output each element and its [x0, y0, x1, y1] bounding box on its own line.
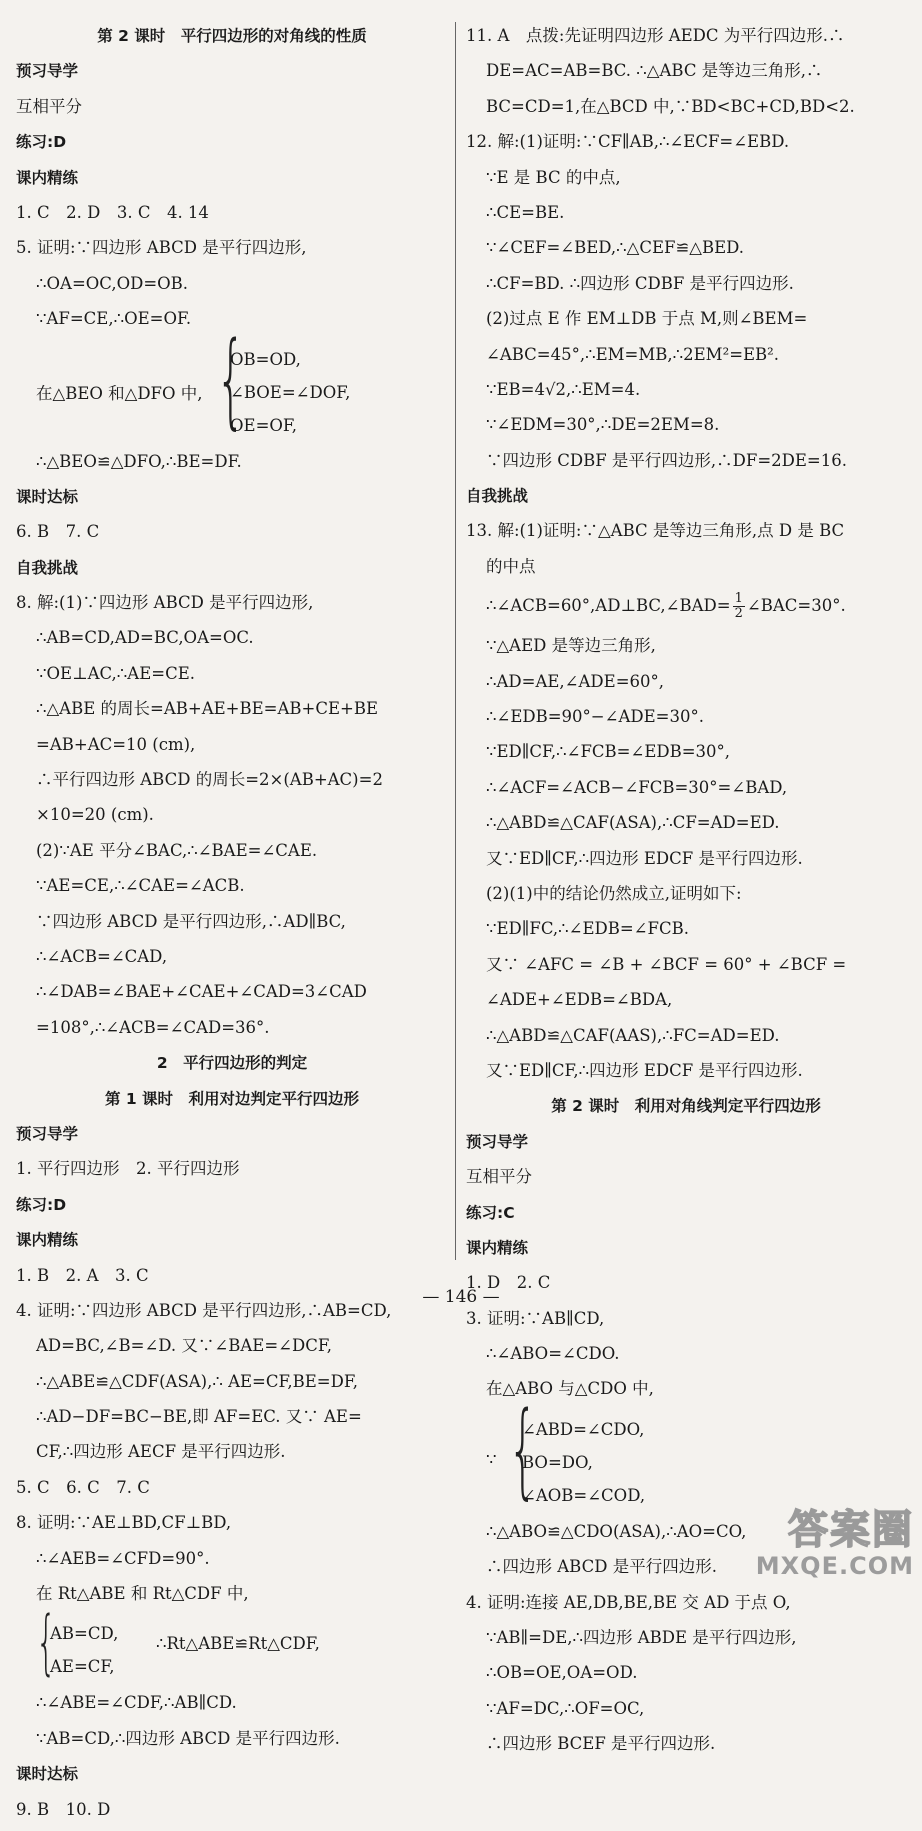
section-heading: 课时达标: [16, 1765, 79, 1784]
text-line: 4. 证明:∵四边形 ABCD 是平行四边形,∴AB=CD,: [16, 1300, 392, 1320]
section-heading: 练习:D: [16, 133, 67, 152]
text-line: ∵E 是 BC 的中点,: [486, 167, 621, 187]
text-line: CF,∴四边形 AECF 是平行四边形.: [36, 1442, 286, 1462]
text-line: ∵AB∥=DE,∴四边形 ABDE 是平行四边形,: [486, 1628, 797, 1648]
text-line: ∵∠CEF=∠BED,∴△CEF≌△BED.: [486, 238, 745, 258]
text-line: ∴∠ACF=∠ACB−∠FCB=30°=∠BAD,: [486, 777, 788, 797]
watermark-logo-text: 答案圈: [788, 1507, 914, 1553]
right-column: [466, 22, 906, 1766]
site-watermark: [744, 1508, 914, 1588]
fraction-denominator: 2: [734, 606, 743, 622]
text-line: ∴△ABD≌△CAF(AAS),∴FC=AD=ED.: [486, 1025, 780, 1045]
column-divider: [455, 22, 456, 1260]
text-line: ∵四边形 ABCD 是平行四边形,∴AD∥BC,: [36, 911, 346, 931]
text-line: (2)过点 E 作 EM⊥DB 于点 M,则∠BEM=: [486, 309, 808, 329]
text-line: ∴∠ACB=∠CAD,: [36, 946, 168, 966]
text-line: ∵AB=CD,∴四边形 ABCD 是平行四边形.: [36, 1728, 340, 1748]
left-column: [16, 22, 448, 1831]
brace-item: ∠BOE=∠DOF,: [230, 382, 351, 402]
section-heading: 课内精练: [466, 1238, 529, 1257]
text-line: ∵EB=4√2,∴EM=4.: [486, 379, 641, 399]
text-line: ∴∠DAB=∠BAE+∠CAE+∠CAD=3∠CAD: [36, 982, 367, 1002]
brace-item: ∠ABD=∠CDO,: [522, 1419, 645, 1439]
text-line: 1. B 2. A 3. C: [16, 1265, 149, 1285]
text-line: 4. 证明:连接 AE,DB,BE,BE 交 AD 于点 O,: [466, 1592, 791, 1612]
text-line: ∴∠ABO=∠CDO.: [486, 1344, 620, 1364]
text-line: ∠ADE+∠EDB=∠BDA,: [486, 990, 673, 1010]
text-line: ∵四边形 CDBF 是平行四边形,∴DF=2DE=16.: [486, 450, 848, 470]
fraction: [733, 592, 745, 621]
text-line: ∵ED∥CF,∴∠FCB=∠EDB=30°,: [486, 742, 731, 762]
section-heading: 练习:C: [466, 1203, 515, 1222]
text-line: 互相平分: [16, 96, 82, 116]
text-line: ∴△ABD≌△CAF(ASA),∴CF=AD=ED.: [486, 813, 780, 833]
text-line: ∵AE=CE,∴∠CAE=∠ACB.: [36, 876, 245, 896]
text-line: 9. B 10. D: [16, 1799, 111, 1819]
text-line: ∴△BEO≌△DFO,∴BE=DF.: [36, 451, 242, 471]
left-brace: {: [36, 1601, 57, 1684]
text-line: =AB+AC=10 (cm),: [36, 734, 196, 754]
fraction-numerator: 1: [734, 591, 743, 607]
text-line: 1. 平行四边形 2. 平行四边形: [16, 1159, 240, 1179]
text-line: BC=CD=1,在△BCD 中,∵BD<BC+CD,BD<2.: [486, 96, 855, 116]
text-line: AD=BC,∠B=∠D. 又∵∠BAE=∠DCF,: [36, 1336, 332, 1356]
section-heading: 预习导学: [16, 62, 79, 81]
left-brace: {: [508, 1389, 538, 1510]
text-line: 8. 解:(1)∵四边形 ABCD 是平行四边形,: [16, 593, 314, 613]
brace-item: OB=OD,: [230, 349, 301, 369]
brace-item: OE=OF,: [230, 415, 298, 435]
text-line: 的中点: [486, 556, 536, 576]
text-line: ∴AB=CD,AD=BC,OA=OC.: [36, 628, 254, 648]
section-heading: 课时达标: [16, 487, 79, 506]
text-line: 1. D 2. C: [466, 1273, 551, 1293]
text-line: ∴△ABE≌△CDF(ASA),∴ AE=CF,BE=DF,: [36, 1371, 358, 1391]
brace-item: ∠AOB=∠COD,: [522, 1485, 646, 1505]
left-brace: {: [216, 319, 246, 440]
text-line: ∴四边形 ABCD 是平行四边形.: [486, 1557, 717, 1577]
text-line: ∴CE=BE.: [486, 202, 565, 222]
fraction-prefix: ∴∠ACB=60°,AD⊥BC,∠BAD=: [486, 596, 731, 616]
text-line: 3. 证明:∵AB∥CD,: [466, 1308, 605, 1328]
text-line: ∵AF=CE,∴OE=OF.: [36, 309, 192, 329]
text-line: 互相平分: [466, 1167, 532, 1187]
text-line: 1. C 2. D 3. C 4. 14: [16, 202, 209, 222]
text-line: ∴∠AEB=∠CFD=90°.: [36, 1548, 210, 1568]
brace-items: [50, 1617, 118, 1683]
brace-tail-text: ∴Rt△ABE≌Rt△CDF,: [156, 1634, 320, 1654]
text-line: ×10=20 (cm).: [36, 805, 154, 825]
section-heading: 自我挑战: [466, 487, 529, 506]
lesson-title: 第 2 课时 平行四边形的对角线的性质: [97, 27, 367, 45]
text-line: 11. A 点拨:先证明四边形 AEDC 为平行四边形.∴: [466, 26, 845, 45]
text-line: =108°,∴∠ACB=∠CAD=36°.: [36, 1017, 270, 1037]
text-line: (2)(1)中的结论仍然成立,证明如下:: [486, 883, 742, 903]
text-line: (2)∵AE 平分∠BAC,∴∠BAE=∠CAE.: [36, 840, 318, 860]
text-line: ∵AF=DC,∴OF=OC,: [486, 1698, 645, 1718]
lesson-title: 2 平行四边形的判定: [156, 1054, 308, 1073]
brace-system: [16, 1601, 448, 1689]
text-line: ∴△ABO≌△CDO(ASA),∴AO=CO,: [486, 1521, 747, 1541]
lesson-title: 第 1 课时 利用对边判定平行四边形: [104, 1089, 360, 1108]
text-line: ∴OB=OE,OA=OD.: [486, 1663, 638, 1683]
text-line: 又∵ED∥CF,∴四边形 EDCF 是平行四边形.: [486, 1060, 803, 1080]
brace-item: AB=CD,: [50, 1624, 119, 1644]
text-line: ∠ABC=45°,∴EM=MB,∴2EM²=EB².: [486, 344, 780, 364]
text-line: ∵OE⊥AC,∴AE=CE.: [36, 663, 195, 683]
text-line: ∴AD−DF=BC−BE,即 AF=EC. 又∵ AE=: [36, 1407, 362, 1427]
text-line: ∵∠EDM=30°,∴DE=2EM=8.: [486, 415, 720, 435]
text-line: ∴OA=OC,OD=OB.: [36, 273, 189, 293]
lesson-title: 第 2 课时 利用对角线判定平行四边形: [551, 1097, 821, 1116]
text-line: 5. C 6. C 7. C: [16, 1477, 150, 1497]
fraction-suffix: ∠BAC=30°.: [746, 596, 846, 616]
text-line: ∴平行四边形 ABCD 的周长=2×(AB+AC)=2: [36, 770, 383, 790]
text-line: ∵△AED 是等边三角形,: [486, 636, 656, 656]
section-heading: 课内精练: [16, 1231, 79, 1250]
text-line: 6. B 7. C: [16, 522, 100, 542]
brace-lead-text: ∵: [486, 1450, 497, 1470]
text-line: 12. 解:(1)证明:∵CF∥AB,∴∠ECF=∠EBD.: [466, 132, 790, 152]
section-heading: 预习导学: [466, 1132, 529, 1151]
brace-items: [522, 1413, 645, 1512]
text-line: 在 Rt△ABE 和 Rt△CDF 中,: [36, 1584, 249, 1604]
text-line-fraction: [466, 588, 906, 632]
text-line: ∴四边形 BCEF 是平行四边形.: [486, 1734, 716, 1754]
text-line: ∴AD=AE,∠ADE=60°,: [486, 671, 665, 691]
text-line: ∴CF=BD. ∴四边形 CDBF 是平行四边形.: [486, 273, 794, 293]
watermark-domain: MXQE.COM: [755, 1552, 914, 1580]
section-heading: 课内精练: [16, 168, 79, 187]
text-line: 在△ABO 与△CDO 中,: [486, 1379, 654, 1399]
text-line: 又∵ ∠AFC = ∠B + ∠BCF = 60° + ∠BCF =: [486, 954, 847, 974]
brace-item: BO=DO,: [522, 1452, 593, 1472]
text-line: 13. 解:(1)证明:∵△ABC 是等边三角形,点 D 是 BC: [466, 521, 845, 541]
page-number: — 146 —: [422, 1287, 500, 1307]
text-line: ∴∠EDB=90°−∠ADE=30°.: [486, 707, 704, 727]
text-line: ∴△ABE 的周长=AB+AE+BE=AB+CE+BE: [36, 699, 379, 719]
brace-items: [230, 343, 350, 442]
section-heading: 自我挑战: [16, 558, 79, 577]
text-line: ∵ED∥FC,∴∠EDB=∠FCB.: [486, 919, 689, 939]
brace-item: AE=CF,: [50, 1657, 115, 1677]
text-line: ∴∠ABE=∠CDF,∴AB∥CD.: [36, 1693, 237, 1713]
text-line: DE=AC=AB=BC. ∴△ABC 是等边三角形,∴: [486, 61, 823, 81]
brace-lead-text: 在△BEO 和△DFO 中,: [36, 384, 203, 404]
text-line: 又∵ED∥CF,∴四边形 EDCF 是平行四边形.: [486, 848, 803, 868]
section-heading: 预习导学: [16, 1124, 79, 1143]
section-heading: 练习:D: [16, 1195, 67, 1214]
text-line: 8. 证明:∵AE⊥BD,CF⊥BD,: [16, 1513, 232, 1533]
text-line: 5. 证明:∵四边形 ABCD 是平行四边形,: [16, 238, 307, 258]
